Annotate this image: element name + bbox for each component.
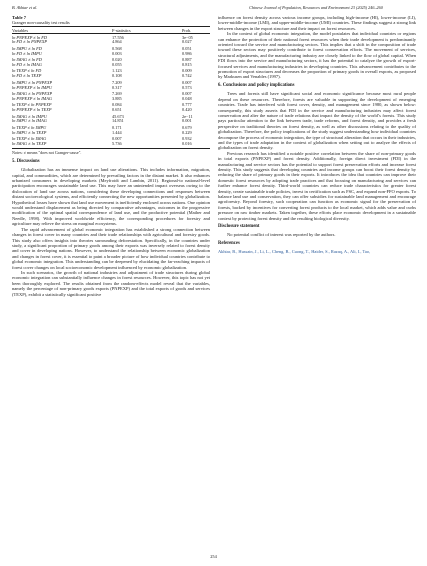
paragraph: In such scenarios, the growth of national industries and adjustment of trade structures during global economic integration can substantially influence changes in forest resources. However, this topic has not yet been thoroughly explored. The results obtained from the random-effects model reveal that the variables, namely the percentage of non-primary goods exports (PNPEXP) and the total exports of goods and services (TEXP), exhibit a statistically significant positive [12, 269, 210, 297]
paragraph: Trees and forests still have significant social and economic significance because most rural people depend on these resources. Therefore, forests are valuable in supporting the development of emerging countries. Trade has interfered with forest cover, density, and management since 1980, as shown below: consequently, this study asserts that FDI in the service and manufacturing industries may affect forest conservation and alter the nature of trade relations that impact the density of the world’s forests. This study pays particular attention to the link between trade, trade reforms, and forest density, and provides a fresh perspective on traditional theories on forest density, as well as other discussions relating to the quality of globalization. Therefore, the policy implications of the study suggest understanding how individual countries decompose the process of economic integration, the type of structural alteration that occurs in their industries, and the types of trade adaptation in the context of globalization when setting out to analyze the effects of globalization on forest density. [218, 91, 416, 151]
variable-cell: ln PNPEXP ≠ ln IMPU [12, 84, 52, 90]
variable-cell: ln FD ≠ ln PNPEXP [12, 39, 48, 45]
probability-cell: 3e−05 [182, 34, 193, 40]
f-statistic-cell: 4.864 [112, 39, 122, 45]
section-heading-discussions: 5. Discussions [12, 158, 40, 164]
probability-cell: 0.229 [182, 129, 192, 135]
probability-cell: 0.573 [182, 84, 192, 90]
table-subtitle: Granger non-causality test results [12, 20, 70, 25]
table-note: Notes: ≠ means "does not Granger-cause". [12, 149, 82, 155]
variable-cell: ln PNPEXP ≠ ln TEXP [12, 107, 52, 113]
probability-cell: 0.016 [182, 142, 210, 148]
probability-cell: 0.986 [182, 50, 192, 56]
running-header-authors: B. Akhtar et al. [12, 5, 38, 10]
f-statistic-cell: 17.556 [112, 34, 124, 40]
f-statistic-cell: 1.123 [112, 68, 122, 74]
section-heading-disclosure: Disclosure statement [218, 224, 260, 230]
probability-cell: 0.932 [182, 136, 192, 142]
table-title: Table 7 [12, 15, 26, 20]
variable-cell: ln IMAG ≠ ln TEXP [12, 142, 112, 148]
running-header-journal: Chinese Journal of Population, Resources and Environment 23 (2025) 246–260 [249, 5, 383, 10]
paragraph: In the context of global economic integration, the model postulates that individual countries or regions can enhance the protection of their national forest resources when their trade development is predominantly oriented toward the service and manufacturing sectors. This implies that a shift in the composition of trade toward these sectors may positively contribute to forest conservation efforts. The movement of services, structural adjustments, and the manufacturing industry are closely linked to the flow of global capital. When FDI flows into the service and manufacturing sectors, it has the potential to catalyze the growth of export-focused services and manufacturing industries in developing countries. This advancement contributes to the promotion of export structures and decreases the proportion of primary goods in overall exports, as proposed by Markusen and Venables (1997). [218, 31, 416, 80]
variable-cell: ln FD ≠ ln IMPU [12, 50, 42, 56]
probability-cell: 0.007 [182, 79, 192, 85]
variable-cell: ln TEXP ≠ ln PNPEXP [12, 102, 52, 108]
f-statistic-cell: 0.317 [112, 84, 122, 90]
f-statistic-cell: 0.171 [112, 124, 122, 130]
f-statistic-cell: 7.269 [112, 91, 122, 96]
variable-cell: ln IMPU ≠ ln TEXP [12, 129, 47, 135]
variable-cell: ln IMAG ≠ ln IMPU [12, 113, 47, 119]
probability-cell: 0.027 [182, 39, 192, 45]
f-statistic-cell: 0.003 [112, 50, 122, 56]
probability-cell: 0.001 [182, 118, 192, 124]
f-statistic-cell: 0.055 [112, 62, 122, 67]
paragraph: Previous research has identified a notable positive correlation between the share of non-primary goods in total exports (PNPEXP) and forest density. Additionally, foreign direct investment (FDI) in the manufacturing and service sectors has the potential to support forest preservation efforts and increase forest density. This study suggests that developing countries and income groups can boost their forest density by reducing the share of primary goods in their exports. It introduces the idea that countries can improve their domestic forest resources by adopting trade practices and that focusing on manufacturing and services can further enhance forest density. Third-world countries can reduce trade characteristics for greater forest density, create sustainable trade policies, invest in certification such as FSC, and expand non-FFO exports. To balance land use and conservation, they can offer subsidies for sustainable land management and encourage agroforestry. Beyond forestry, such cooperation can function as economic signal for the preservation of forests, backed by incentives for converting forest products to the local market, which adds value and curbs pressure on raw timber markets. Taken together, these efforts place economic development in a sustainable context by protecting forest density and the resulting biological diversity. [218, 150, 416, 221]
probability-cell: 0.679 [182, 124, 192, 130]
variable-cell: ln PNPEXP ≠ ln FD [12, 34, 47, 40]
paragraph: influence on forest density across various income groups, including high-income (HI), lower-income (LI), lower-middle-income (LMI), and upper-middle-income (UMI) countries. These findings suggest a strong link between changes in the export structure and their impact on forest resources. [218, 15, 416, 31]
probability-cell: 0.007 [182, 91, 192, 96]
f-statistic-cell: 0.651 [112, 107, 122, 113]
variable-cell: ln IMPU ≠ ln IMAG [12, 118, 47, 124]
section-heading-references: References [218, 240, 240, 246]
probability-cell: 0.420 [182, 107, 192, 113]
variable-cell: ln IMAG ≠ ln FD [12, 57, 42, 63]
probability-cell: 2e−11 [182, 113, 193, 119]
probability-cell: 0.048 [182, 95, 192, 101]
reference-entry[interactable]: Akhtar, B., Hussain, J., Li, L., Cheng, B., Cuong, T., Haider, S., Razaq, A., Ali, I., Tao, [218, 249, 371, 255]
disclosure-text: No potential conflict of interest was reported by the authors. [227, 232, 336, 238]
left-column [12, 15, 210, 297]
f-statistic-cell: 0.568 [112, 45, 122, 51]
probability-cell: 0.777 [182, 102, 192, 108]
f-statistic-cell: 5.736 [112, 142, 182, 148]
probability-cell: 0.815 [182, 62, 192, 67]
variable-cell: ln IMAG ≠ ln PNPEXP [12, 91, 53, 96]
f-statistic-cell: 0.084 [112, 102, 122, 108]
f-statistic-cell: 0.020 [112, 57, 122, 63]
f-statistic-cell: 0.007 [112, 136, 122, 142]
f-statistic-cell: 14.851 [112, 118, 124, 124]
variable-cell: ln FD ≠ ln TEXP [12, 73, 42, 79]
variable-cell: ln TEXP ≠ ln IMPU [12, 124, 47, 130]
f-statistic-cell: 0.108 [112, 73, 122, 79]
f-statistic-cell: 45.673 [112, 113, 124, 119]
page-number: 254 [210, 554, 217, 559]
granger-table [12, 26, 210, 149]
column-header-f-statistics: F-statistics [112, 27, 182, 34]
section-heading-conclusions: 6. Conclusions and policy implications [218, 82, 295, 88]
probability-cell: 0.887 [182, 57, 192, 63]
right-column [218, 15, 416, 254]
table-body [12, 34, 210, 149]
f-statistic-cell: 7.209 [112, 79, 122, 85]
column-header-variables: Variables [12, 27, 112, 34]
paragraph: The rapid advancement of global economic integration has established a strong connection between changes in forest cover in many countries and their trade relationships with agricultural and forestry goods. This study also offers insights into theories surrounding deforestation. Specifically, in the countries under study, a significant proportion of primary goods among their exports was inversely related to forest density and cover in developing nations. However, to understand the relationship between economic globalization and changes in forest cover, it is essential to paint a broader picture of how individual countries contribute to global economic integration. This understanding can be deepened by elucidating the far-reaching impacts of forest cover changes on local socioeconomic development influenced by economic globalization. [12, 226, 210, 270]
variable-cell: ln PNPEXP ≠ ln IMAG [12, 95, 52, 101]
probability-cell: 0.051 [182, 45, 192, 51]
variable-cell: ln IMPU ≠ ln PNPEXP [12, 79, 53, 85]
f-statistic-cell: 3.885 [112, 95, 122, 101]
variable-cell: ln IMPU ≠ ln FD [12, 45, 42, 51]
table-row [12, 142, 210, 148]
probability-cell: 0.009 [182, 68, 192, 74]
paragraph: Globalization has an immense impact on land use alterations. This includes information, migration, capital, and commodities, which are determined by prevailing factors in the distant market. It also enhances urbanized consumers in developing markets (Meyfroidt and Lambin, 2011). Regional-to national-level participation encourages sustainable land use. This may have an unintended impact overseas owing to the dislocation of land use across nations, considering these developing connections and responses between distant socioecological systems, and efficiently connecting the new opportunities presented by globalization. Hypothetical losses have shown that land use movement is inefficiently enclosed across nations. One opinion would understand displacement as being directed by comparative advantages, outcomes in the progressive modification of the optimal spatial correspondence of land use, and the productive potential (Mather and Needle, 1998). With improved worldwide efficiency, the corresponding procedures for forestry and agriculture may relieve the stress on marginal ecosystems. [12, 167, 210, 227]
column-header-prob: Prob. [182, 27, 210, 34]
variable-cell: ln FD ≠ ln IMAG [12, 62, 42, 67]
variable-cell: ln TEXP ≠ ln FD [12, 68, 42, 74]
f-statistic-cell: 1.444 [112, 129, 122, 135]
probability-cell: 0.742 [182, 73, 192, 79]
table-header-row [12, 27, 210, 34]
variable-cell: ln TEXP ≠ ln IMAG [12, 136, 47, 142]
